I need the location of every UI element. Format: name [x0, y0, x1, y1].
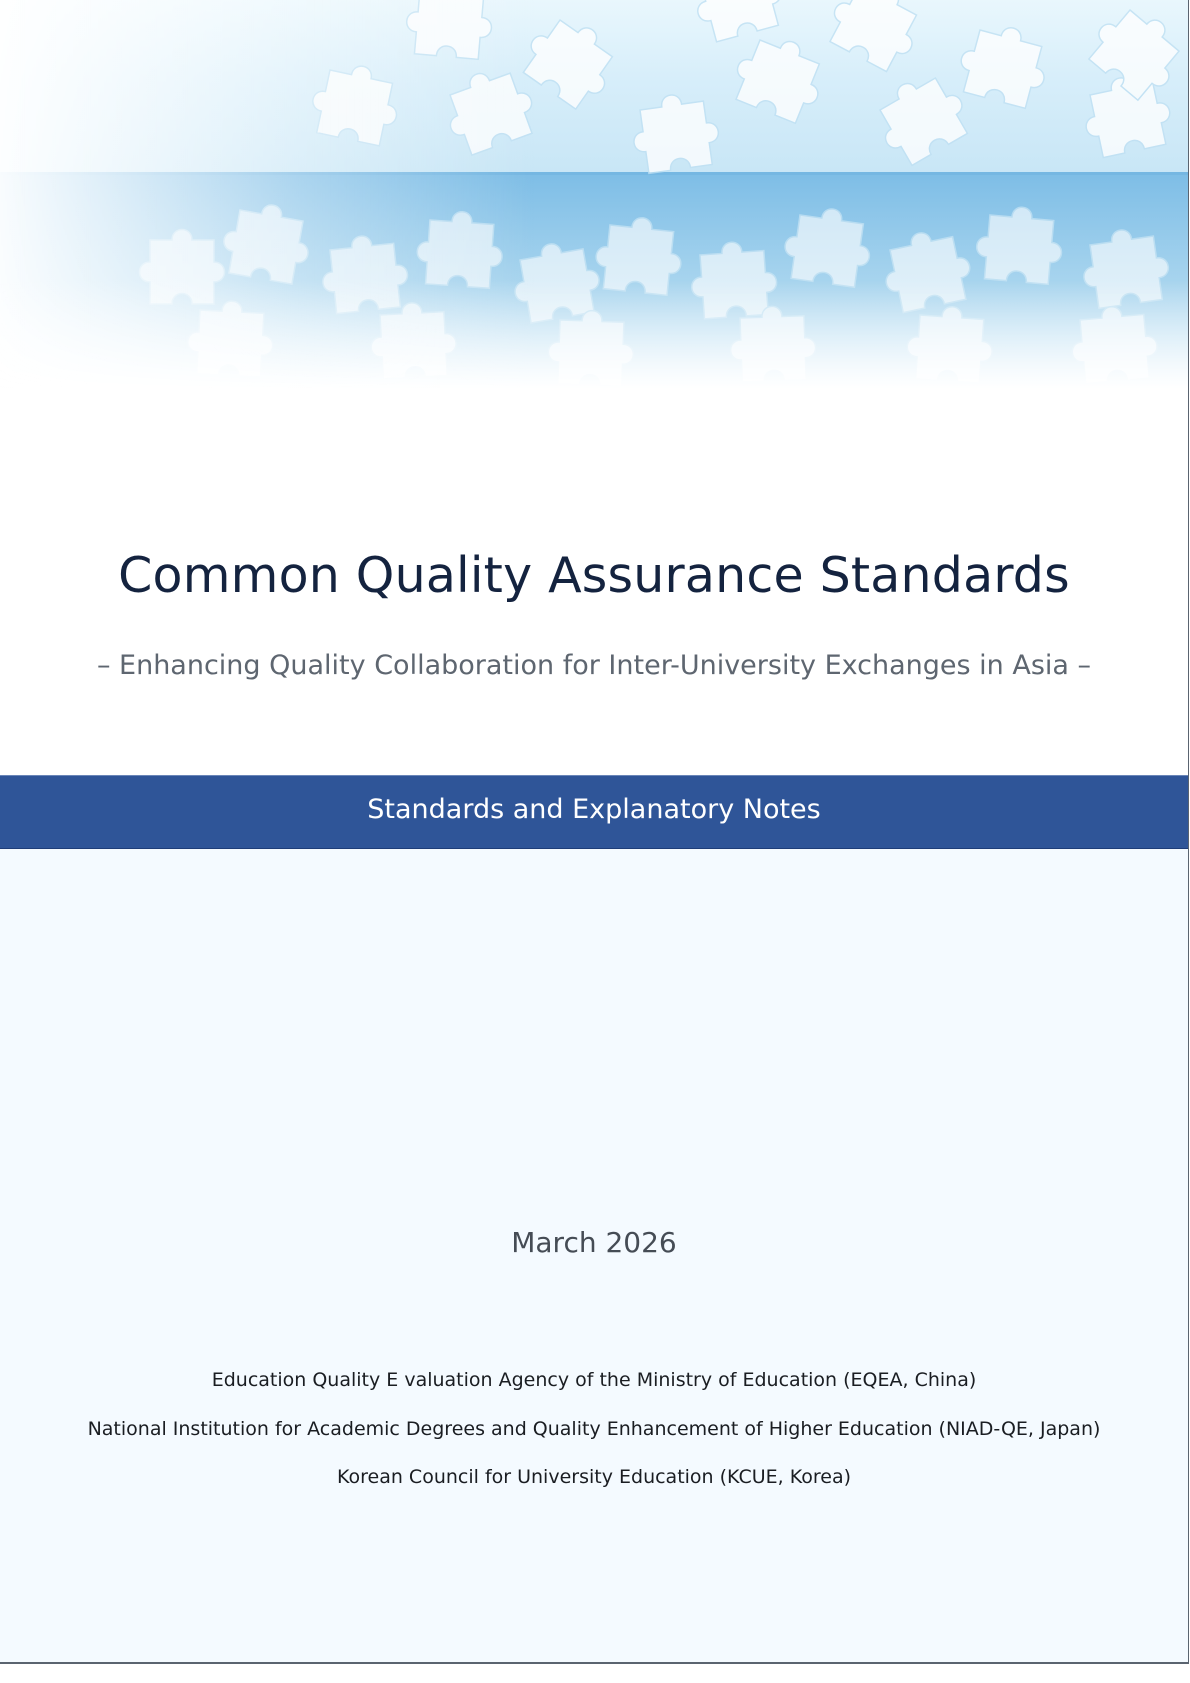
organization-line: National Institution for Academic Degrees and Quality Enhancement of Higher Education (NIAD-QE, Japan)	[87, 1418, 1101, 1440]
section-banner	[0, 775, 1188, 849]
organization-line: Education Quality E valuation Agency of the Ministry of Education (EQEA, China)	[211, 1369, 977, 1391]
publication-date: March 2026	[511, 1226, 677, 1259]
document-title: Common Quality Assurance Standards	[118, 547, 1070, 604]
document-subtitle: – Enhancing Quality Collaboration for Inter-University Exchanges in Asia –	[96, 650, 1092, 681]
banner-label: Standards and Explanatory Notes	[367, 794, 821, 825]
puzzle-sea-illustration	[0, 0, 1188, 390]
cover-header-image	[0, 0, 1188, 390]
organization-line: Korean Council for University Education (KCUE, Korea)	[336, 1466, 851, 1488]
